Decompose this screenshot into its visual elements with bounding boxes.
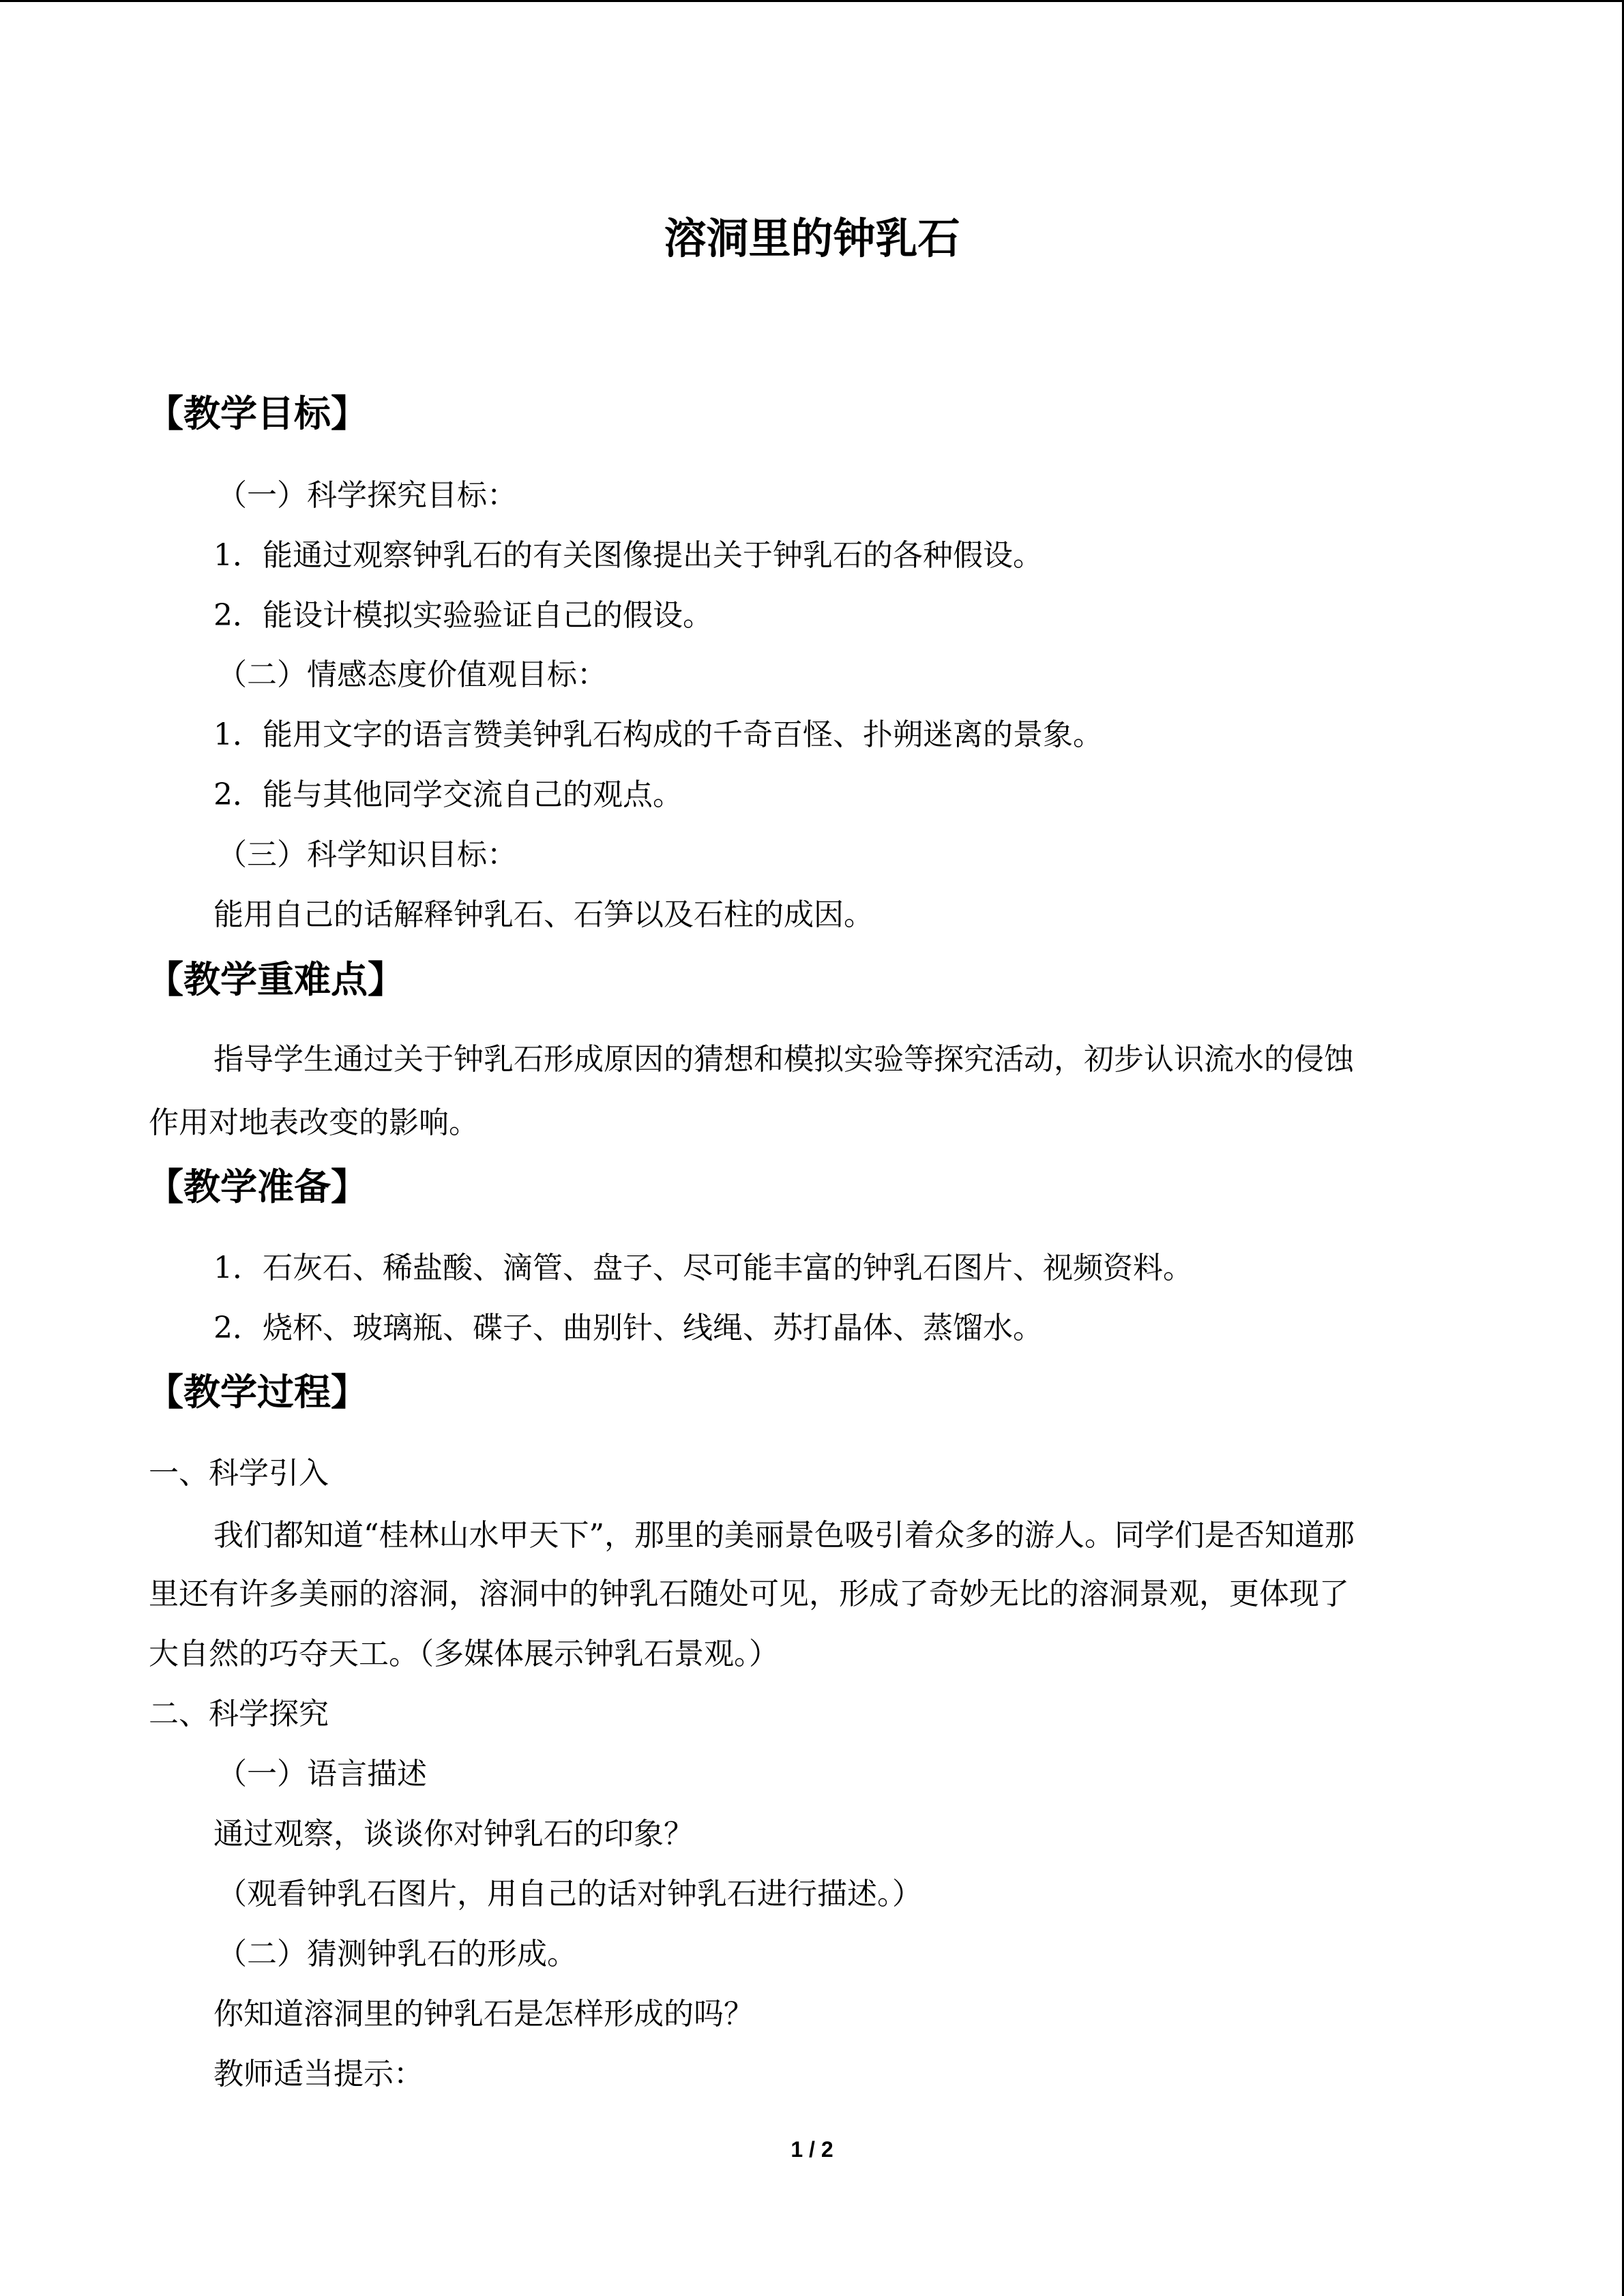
objectives-line: 1．能用文字的语言赞美钟乳石构成的千奇百怪、扑朔迷离的景象。: [213, 717, 1103, 752]
process-line: 我们都知道“桂林山水甲天下”，那里的美丽景色吸引着众多的游人。同学们是否知道那: [213, 1518, 1355, 1553]
key-points-line: 作用对地表改变的影响。: [149, 1105, 479, 1140]
process-line: 一、科学引入: [149, 1456, 329, 1491]
objectives-line: 2．能设计模拟实验验证自己的假设。: [213, 598, 713, 633]
top-border: [0, 0, 1624, 2]
process-line: 你知道溶洞里的钟乳石是怎样形成的吗？: [213, 1997, 754, 2031]
process-line: 里还有许多美丽的溶洞，溶洞中的钟乳石随处可见，形成了奇妙无比的溶洞景观，更体现了: [149, 1577, 1349, 1611]
process-line: （观看钟乳石图片，用自己的话对钟乳石进行描述。）: [217, 1877, 922, 1911]
objectives-line: （二）情感态度价值观目标：: [217, 657, 607, 692]
objectives-line: （三）科学知识目标：: [217, 837, 517, 872]
preparation-line: 1．石灰石、稀盐酸、滴管、盘子、尽可能丰富的钟乳石图片、视频资料。: [213, 1251, 1193, 1285]
objectives-line: 1．能通过观察钟乳石的有关图像提出关于钟乳石的各种假设。: [213, 538, 1043, 573]
objectives-line: （一）科学探究目标：: [217, 478, 517, 513]
page-number: 1 / 2: [791, 2137, 833, 2162]
document-title: 溶洞里的钟乳石: [664, 213, 960, 263]
process-line: 通过观察，谈谈你对钟乳石的印象？: [213, 1817, 694, 1851]
process-line: （一）语言描述: [217, 1757, 427, 1791]
objectives-line: 能用自己的话解释钟乳石、石笋以及石柱的成因。: [213, 897, 874, 932]
objectives-line: 2．能与其他同学交流自己的观点。: [213, 777, 683, 812]
key-points-line: 指导学生通过关于钟乳石形成原因的猜想和模拟实验等探究活动，初步认识流水的侵蚀: [213, 1042, 1354, 1077]
section-heading-key-points: 【教学重难点】: [147, 958, 404, 1001]
process-line: 二、科学探究: [149, 1697, 329, 1731]
process-line: 大自然的巧夺天工。（多媒体展示钟乳石景观。）: [149, 1637, 779, 1671]
process-line: 教师适当提示：: [213, 2057, 424, 2091]
process-line: （二）猜测钟乳石的形成。: [217, 1937, 577, 1971]
preparation-line: 2．烧杯、玻璃瓶、碟子、曲别针、线绳、苏打晶体、蒸馏水。: [213, 1311, 1043, 1345]
section-heading-preparation: 【教学准备】: [147, 1165, 368, 1208]
section-heading-objectives: 【教学目标】: [147, 392, 368, 435]
section-heading-process: 【教学过程】: [147, 1371, 368, 1414]
